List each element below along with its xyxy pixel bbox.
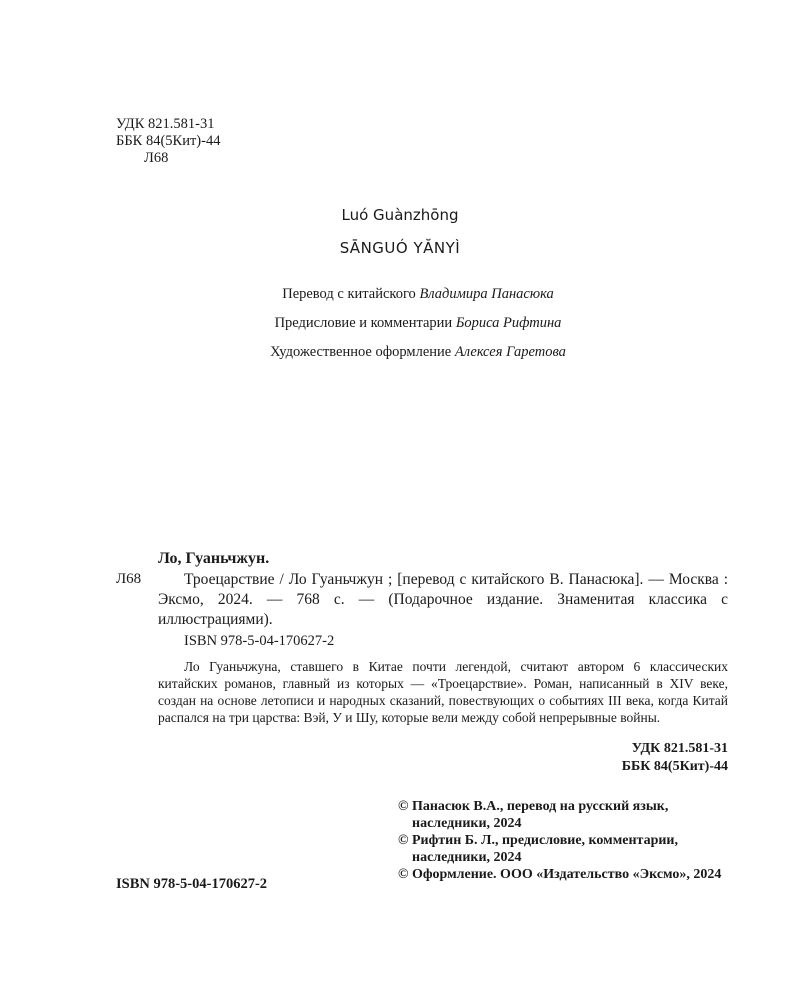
udk-code: УДК 821.581-31 — [116, 116, 215, 132]
bbk-code: ББК 84(5Кит)-44 — [116, 133, 221, 149]
credit-name: Бориса Рифтина — [455, 315, 562, 331]
copyright-design: © Оформление. ООО «Издательство «Эксмо», 2024 — [398, 867, 722, 882]
credit-translation — [0, 286, 800, 303]
original-author: Luó Guànzhōng — [341, 206, 459, 224]
credit-role: Перевод с китайского — [282, 286, 416, 302]
copyright-block — [398, 798, 738, 883]
copyright-preface: © Рифтин Б. Л., предисловие, комментарии, наследники, 2024 — [398, 833, 678, 865]
entry-code: Л68 — [116, 571, 142, 587]
author-mark: Л68 — [144, 150, 169, 166]
credit-preface — [0, 315, 800, 332]
catalog-codes — [116, 116, 220, 167]
entry-description: Троецарствие / Ло Гуаньчжун ; [перевод с китайского В. Панасюка]. — Москва : Эксмо, 2024. — 768 с. — (Подарочное издание. Знаменитая классика с иллюстрациями). — [158, 571, 728, 628]
credit-name: Владимира Панасюка — [419, 286, 554, 302]
credit-design — [0, 344, 800, 361]
credit-name: Алексея Гаретова — [454, 344, 566, 360]
copyright-translation: © Панасюк В.А., перевод на русский язык, наследники, 2024 — [398, 799, 669, 831]
isbn-bottom: ISBN 978-5-04-170627-2 — [116, 876, 268, 892]
entry-heading: Ло, Гуаньчжун. — [158, 550, 270, 567]
original-title: SĀNGUÓ YĂNYÌ — [339, 239, 461, 257]
credit-role: Предисловие и комментарии — [274, 315, 453, 331]
bottom-udk-code: УДК 821.581-31 — [631, 741, 728, 756]
bottom-bbk-code: ББК 84(5Кит)-44 — [621, 759, 728, 774]
entry-annotation: Ло Гуаньчжуна, ставшего в Китае почти легендой, считают автором 6 классических китайских романов, главный из которых — «Троецарствие». Роман, написанный в XIV веке, создан на основе летописи и народных сказаний, повествующих о событиях III века, когда Китай распался на три царства: Вэй, У и Шу, которые вели между собой непрерывные войны. — [158, 659, 728, 725]
entry-isbn: ISBN 978-5-04-170627-2 — [184, 633, 335, 649]
credit-role: Художественное оформление — [270, 344, 452, 360]
bottom-catalog-codes — [622, 740, 728, 776]
